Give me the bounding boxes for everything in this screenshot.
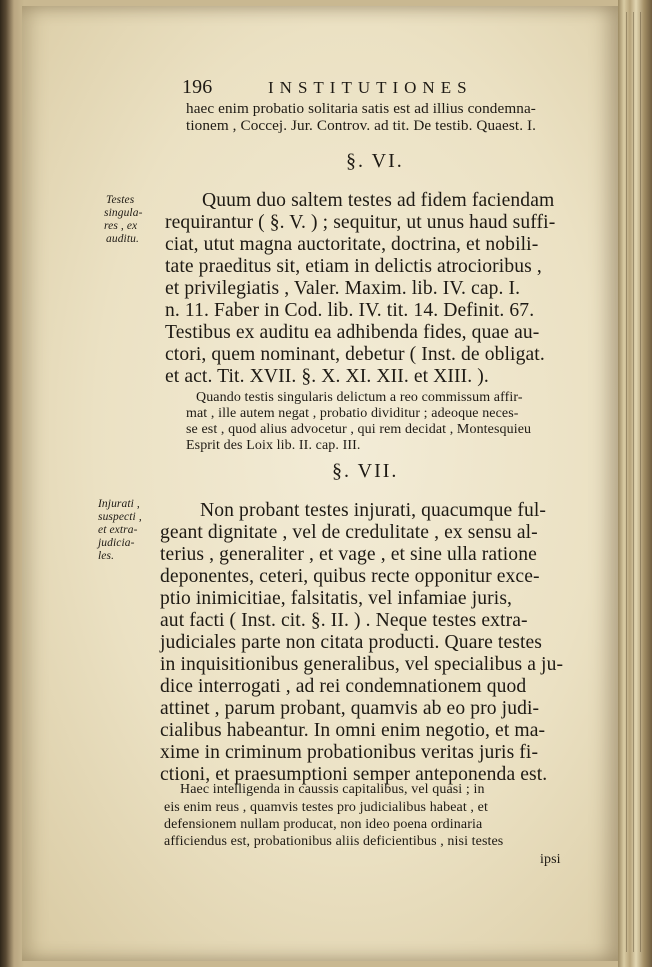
continuation-line: tionem , Coccej. Jur. Controv. ad tit. De testib. Quaest. I. [186,117,537,134]
body-line: attinet , parum probant, quamvis ab eo pro judi- [160,698,540,719]
footnote-line: eis enim reus , quamvis testes pro judicialibus habeat , et [164,800,488,815]
footnote-line: Haec intelligenda in caussis capitalibus, vel quasi ; in [180,782,485,797]
body-line: et act. Tit. XVII. §. X. XI. XII. et XIII. ). [165,366,489,387]
body-line: n. 11. Faber in Cod. lib. IV. tit. 14. Definit. 67. [165,300,535,321]
body-line: terius , generaliter , et vage , et sine ulla ratione [160,544,537,565]
body-line: ctioni, et praesumptioni semper anteponenda est. [160,764,548,785]
footnote-line: afficiendus est, probationibus aliis deficientibus , nisi testes [164,834,504,849]
margin-note-line: suspecti , [98,511,142,523]
footnote-line: defensionem nullam producat, non ideo poena ordinaria [164,817,483,832]
margin-note-line: Testes [106,194,135,206]
footnote-line: Quando testis singularis delictum a reo commissum affir- [196,390,523,405]
body-line: Non probant testes injurati, quacumque ful- [200,500,547,521]
body-line: tate praeditus sit, etiam in delictis atrocioribus , [165,256,542,277]
body-line: ciat, utut magna auctoritate, doctrina, et nobili- [165,234,539,255]
margin-note-line: judicia- [98,537,135,549]
body-line: ctori, quem nominant, debetur ( Inst. de obligat. [165,344,545,365]
running-title: INSTITUTIONES [268,78,473,97]
body-line: geant dignitate , vel de credulitate , ex sensu al- [160,522,538,543]
footnote-line: mat , ille autem negat , probatio dividitur ; adeoque neces- [186,406,519,421]
body-line: judiciales parte non citata producti. Quare testes [160,632,543,653]
body-line: dice interrogati , ad rei condemnationem quod [160,676,527,697]
footnote-line: se est , quod alius advocetur , qui rem decidat , Montesquieu [186,422,532,437]
margin-note-line: et extra- [98,524,138,536]
page-edges [618,0,652,967]
body-line: aut facti ( Inst. cit. §. II. ) . Neque testes extra- [160,610,528,631]
body-line: cialibus habeantur. In omni enim negotio, et ma- [160,720,546,741]
body-line: xime in criminum probationibus veritas juris fi- [160,742,539,763]
section-heading: §. VI. [346,150,404,172]
margin-note-line: les. [98,550,115,562]
page-number: 196 [182,76,213,98]
body-line: et privilegiatis , Valer. Maxim. lib. IV. cap. I. [165,278,521,299]
continuation-line: haec enim probatio solitaria satis est ad illius condemna- [186,100,536,117]
section-heading: §. VII. [332,460,399,482]
body-line: deponentes, ceteri, quibus recte opponitur exce- [160,566,540,587]
body-line: Testibus ex auditu ea adhibenda fides, quae au- [165,322,540,343]
margin-note-line: singula- [104,207,143,219]
body-line: in inquisitionibus generalibus, vel specialibus a ju- [160,654,564,675]
margin-note-line: Injurati , [98,498,140,510]
catchword: ipsi [540,852,561,867]
margin-note-line: res , ex [104,220,138,232]
body-line: requirantur ( §. V. ) ; sequitur, ut unus haud suffi- [165,212,556,233]
footnote-line: Esprit des Loix lib. II. cap. III. [186,438,361,453]
body-line: Quum duo saltem testes ad fidem faciendam [202,190,555,211]
body-line: ptio inimicitiae, falsitatis, vel infamiae juris, [160,588,513,609]
margin-note-line: auditu. [106,233,139,245]
